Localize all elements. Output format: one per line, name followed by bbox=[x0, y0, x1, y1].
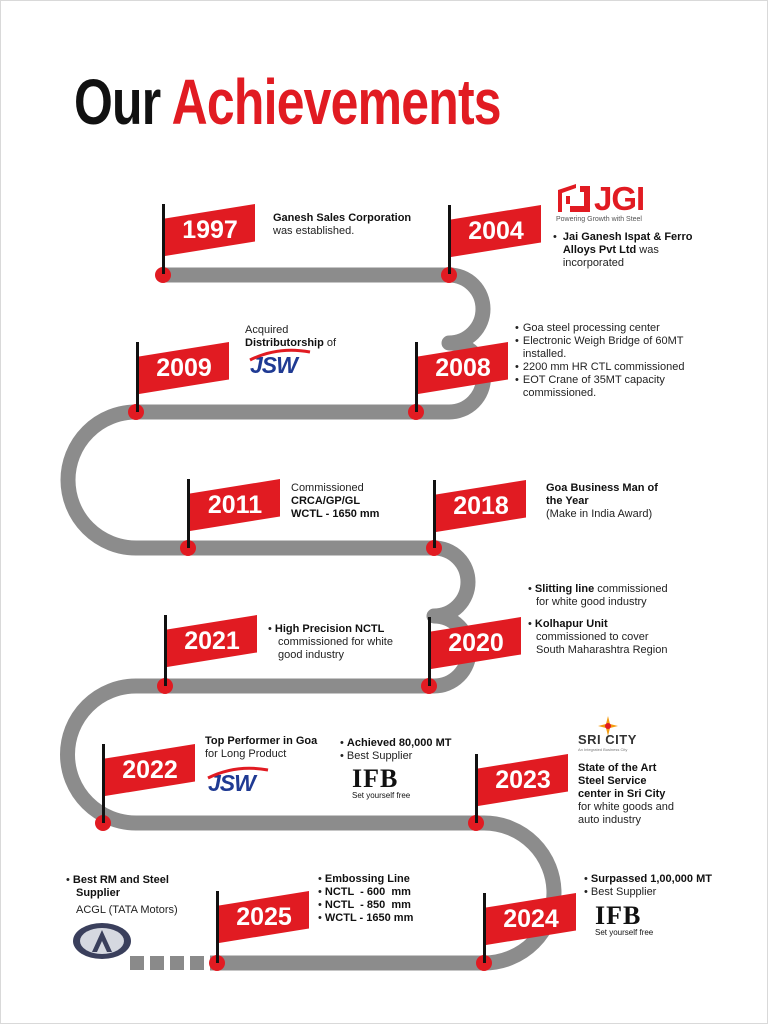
milestone-bold: Distributorship bbox=[245, 337, 324, 349]
ifb-wordmark: IFB bbox=[595, 901, 642, 930]
milestone-desc: was established. bbox=[273, 225, 355, 237]
jsw-swoosh-icon bbox=[248, 348, 312, 362]
title-word-our: Our bbox=[74, 66, 161, 138]
year-label: 2025 bbox=[236, 903, 292, 931]
milestone-1997-text bbox=[273, 212, 411, 238]
jgi-name: JGI bbox=[594, 180, 645, 217]
milestone-desc: Best Supplier bbox=[590, 886, 657, 898]
milestone-desc: of bbox=[326, 337, 337, 349]
milestone-bold: Slitting line bbox=[534, 583, 595, 595]
milestone-bold: Goa Business Man of bbox=[546, 482, 658, 494]
milestone-2008-text: • Goa steel processing center • Electronic Weigh Bridge of 60MT installed. • 2200 mm HR CTL commissioned • EOT Crane of 35MT capacity commissioned. bbox=[515, 322, 715, 400]
year-label: 2004 bbox=[468, 217, 524, 245]
ifb-tagline: Set yourself free bbox=[352, 791, 411, 800]
ifb-logo bbox=[352, 764, 410, 800]
jgi-tagline: Powering Growth with Steel bbox=[556, 216, 642, 223]
jsw-swoosh-icon bbox=[206, 766, 270, 780]
ifb-tagline: Set yourself free bbox=[595, 928, 654, 937]
milestone-2011-text bbox=[291, 482, 379, 521]
milestone-desc: Best Supplier bbox=[346, 750, 413, 762]
milestone-desc: commissioned for white bbox=[278, 636, 393, 648]
acgl-logo-icon bbox=[72, 922, 132, 960]
milestone-2004-text: • Jai Ganesh Ispat & Ferro Alloys Pvt Ltd was incorporated bbox=[553, 231, 693, 269]
milestone-desc: commissioned to cover bbox=[536, 631, 649, 643]
milestone-2009-text bbox=[245, 324, 336, 350]
milestone-desc: for Long Product bbox=[205, 748, 287, 760]
road-end-block bbox=[130, 956, 144, 970]
milestone-desc: for white goods and bbox=[578, 801, 675, 813]
milestone-item: EOT Crane of 35MT capacity commissioned. bbox=[522, 374, 665, 399]
milestone-2025-text: • Embossing Line • NCTL - 600 mm • NCTL - 850 mm • WCTL - 1650 mm bbox=[318, 873, 414, 924]
milestone-bold: the Year bbox=[546, 495, 589, 507]
milestone-bold: WCTL - 1650 mm bbox=[291, 508, 380, 520]
year-label: 2021 bbox=[184, 627, 240, 655]
milestone-2021-text: • High Precision NCTL commissioned for white good industry bbox=[268, 623, 393, 661]
milestone-desc: good industry bbox=[278, 649, 345, 661]
milestone-item: WCTL - 1650 mm bbox=[324, 912, 414, 924]
year-label: 2024 bbox=[503, 905, 559, 933]
milestone-2022-supplier-text: • Achieved 80,000 MT • Best Supplier bbox=[340, 737, 452, 762]
milestone-desc: South Maharashtra Region bbox=[536, 644, 668, 656]
milestone-desc: Acquired bbox=[245, 324, 289, 336]
milestone-bold: Best RM and Steel bbox=[72, 874, 169, 886]
milestone-bold: Ganesh Sales Corporation bbox=[273, 212, 412, 224]
milestone-item: 2200 mm HR CTL commissioned bbox=[522, 361, 685, 373]
milestone-desc: for white good industry bbox=[536, 596, 647, 608]
milestone-bold: Kolhapur Unit bbox=[534, 618, 608, 630]
sricity-name: SRI CITY bbox=[578, 732, 637, 747]
year-label: 2020 bbox=[448, 629, 504, 657]
title-word-achievements: Achievements bbox=[171, 66, 501, 138]
year-label: 2023 bbox=[495, 766, 551, 794]
milestone-bold: CRCA/GP/GL bbox=[291, 495, 361, 507]
milestone-item: Goa steel processing center bbox=[522, 322, 660, 334]
milestone-bold: Supplier bbox=[76, 887, 121, 899]
milestone-item: Embossing Line bbox=[324, 873, 410, 885]
milestone-2023-text bbox=[578, 762, 674, 827]
milestone-acgl-text: • Best RM and Steel Supplier ACGL (TATA Motors) bbox=[66, 874, 178, 916]
year-label: 2022 bbox=[122, 756, 178, 784]
sricity-tagline: An Integrated Business City bbox=[578, 747, 628, 752]
milestone-bold: Steel Service bbox=[578, 775, 647, 787]
milestone-desc: (Make in India Award) bbox=[546, 508, 653, 520]
milestone-bold: Achieved 80,000 MT bbox=[346, 737, 452, 749]
milestone-bold: High Precision NCTL bbox=[274, 623, 385, 635]
milestone-item: NCTL - 850 mm bbox=[324, 899, 411, 911]
year-label: 2009 bbox=[156, 354, 212, 382]
jsw-wordmark: JSW bbox=[250, 352, 297, 378]
milestone-item: NCTL - 600 mm bbox=[324, 886, 411, 898]
milestone-bold: Jai Ganesh Ispat & Ferro Alloys Pvt Ltd bbox=[562, 231, 693, 256]
milestone-2018-text bbox=[546, 482, 658, 521]
milestone-2022-text bbox=[205, 735, 317, 761]
milestone-desc: auto industry bbox=[578, 814, 641, 826]
year-label: 1997 bbox=[182, 216, 238, 244]
milestone-bold: State of the Art bbox=[578, 762, 657, 774]
year-label: 2018 bbox=[453, 492, 509, 520]
milestone-desc: Commissioned bbox=[291, 482, 364, 494]
milestone-bold: Surpassed 1,00,000 MT bbox=[590, 873, 712, 885]
milestone-2020-text: • Slitting line commissioned for white good industry • Kolhapur Unit commissioned to cover South Maharashtra Region bbox=[528, 583, 728, 657]
year-label: 2008 bbox=[435, 354, 491, 382]
road-end-block bbox=[170, 956, 184, 970]
milestone-bold: center in Sri City bbox=[578, 788, 666, 800]
milestone-bold: Top Performer in Goa bbox=[205, 735, 318, 747]
year-label: 2011 bbox=[207, 491, 263, 519]
milestone-desc: commissioned bbox=[597, 583, 668, 595]
milestone-2024-text: • Surpassed 1,00,000 MT • Best Supplier bbox=[584, 873, 712, 898]
ifb-wordmark: IFB bbox=[352, 764, 399, 793]
road-end-block bbox=[190, 956, 204, 970]
road-end-block bbox=[150, 956, 164, 970]
milestone-desc: ACGL (TATA Motors) bbox=[76, 904, 178, 916]
milestone-item: Electronic Weigh Bridge of 60MT installed. bbox=[522, 335, 684, 360]
milestone-desc: was incorporated bbox=[562, 244, 659, 269]
jgi-mark-icon bbox=[556, 184, 592, 214]
ifb-logo bbox=[595, 901, 653, 937]
jsw-wordmark: JSW bbox=[208, 770, 255, 796]
